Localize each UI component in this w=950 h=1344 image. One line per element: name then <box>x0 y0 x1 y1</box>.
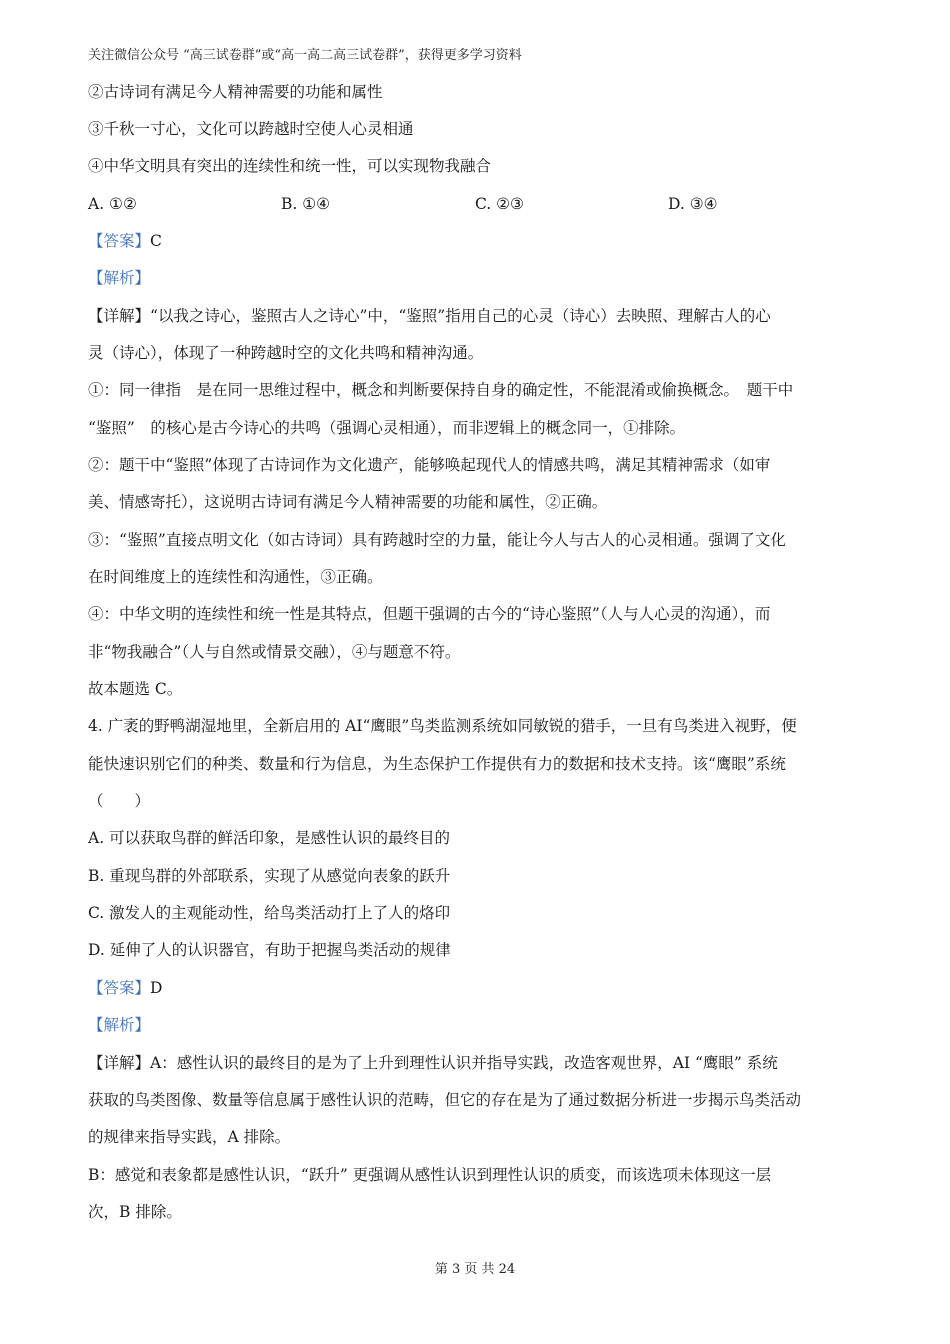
question-4-blank: （ ） <box>88 792 151 810</box>
q4-answer-tag: 【答案】 <box>88 979 151 997</box>
q4-detail-line <box>88 1051 868 1075</box>
detail-text: “以我之诗心，鉴照古人之诗心”中，“鉴照”指用自己的心灵（诗心）去映照、理解古人的心 <box>150 307 771 325</box>
answer-value: C <box>150 232 162 250</box>
analysis-heading <box>88 266 868 290</box>
q4-answer-value: D <box>150 979 163 997</box>
q4-detail-line: B：感觉和表象都是感性认识，“跃升” 更强调从感性认识到理性认识的质变，而该选项未体现这一层 <box>88 1166 772 1184</box>
q4-detail-text: A：感性认识的最终目的是为了上升到理性认识并指导实践，改造客观世界，AI “鹰眼” 系统 <box>150 1054 778 1072</box>
detail-tag: 【详解】 <box>88 307 151 325</box>
detail-line: ①：同一律指 是在同一思维过程中，概念和判断要保持自身的确定性，不能混淆或偷换概念。 题干中 <box>88 381 794 399</box>
conclusion-line: 故本题选 C。 <box>88 680 183 698</box>
detail-line: 在时间维度上的连续性和沟通性，③正确。 <box>88 568 383 586</box>
q4-option-c: C. 激发人的主观能动性，给鸟类活动打上了人的烙印 <box>88 904 451 922</box>
detail-line: ③：“鉴照”直接点明文化（如古诗词）具有跨越时空的力量，能让今人与古人的心灵相通。强调了文化 <box>88 531 786 549</box>
option-c: C. ②③ <box>475 195 524 213</box>
detail-line: ②：题干中“鉴照”体现了古诗词作为文化遗产，能够唤起现代人的情感共鸣，满足其精神需求（如审 <box>88 456 771 474</box>
detail-line: ④：中华文明的连续性和统一性是其特点，但题干强调的古今的“诗心鉴照”（人与人心灵的沟通），而 <box>88 605 771 623</box>
option-b: B. ①④ <box>281 195 331 213</box>
q4-analysis-tag: 【解析】 <box>88 1016 151 1034</box>
header-note: 关注微信公众号 “高三试卷群”或“高一高二高三试卷群”，获得更多学习资料 <box>88 48 522 63</box>
answer-line <box>88 229 868 253</box>
answer-tag: 【答案】 <box>88 232 151 250</box>
q4-option-d: D. 延伸了人的认识器官，有助于把握鸟类活动的规律 <box>88 941 451 959</box>
q4-detail-tag: 【详解】 <box>88 1054 151 1072</box>
option-a: A. ①② <box>88 195 137 213</box>
q4-option-b: B. 重现鸟群的外部联系，实现了从感觉向表象的跃升 <box>88 867 451 885</box>
analysis-tag: 【解析】 <box>88 269 151 287</box>
statement-3: ③千秋一寸心，文化可以跨越时空使人心灵相通 <box>88 120 414 138</box>
statement-2: ②古诗词有满足今人精神需要的功能和属性 <box>88 83 383 101</box>
question-4-stem: 能快速识别它们的种类、数量和行为信息，为生态保护工作提供有力的数据和技术支持。该“鹰眼”系统 <box>88 755 786 773</box>
detail-line: “鉴照” 的核心是古今诗心的共鸣（强调心灵相通），而非逻辑上的概念同一，①排除。 <box>88 419 686 437</box>
q4-analysis-heading <box>88 1013 868 1037</box>
statement-4: ④中华文明具有突出的连续性和统一性，可以实现物我融合 <box>88 157 492 175</box>
detail-line: 非“物我融合”（人与自然或情景交融），④与题意不符。 <box>88 643 461 661</box>
option-d: D. ③④ <box>668 195 718 213</box>
q4-option-a: A. 可以获取鸟群的鲜活印象，是感性认识的最终目的 <box>88 829 451 847</box>
q4-detail-line: 的规律来指导实践，A 排除。 <box>88 1128 291 1146</box>
q4-detail-line: 获取的鸟类图像、数量等信息属于感性认识的范畴，但它的存在是为了通过数据分析进一步揭示鸟类活动 <box>88 1091 802 1109</box>
question-4-stem: 4. 广袤的野鸭湖湿地里，全新启用的 AI“鹰眼”鸟类监测系统如同敏锐的猎手，一旦有鸟类进入视野，便 <box>88 717 797 735</box>
detail-line: 灵（诗心），体现了一种跨越时空的文化共鸣和精神沟通。 <box>88 344 484 362</box>
page-number: 第 3 页 共 24 <box>434 1262 516 1277</box>
detail-line: 美、情感寄托），这说明古诗词有满足今人精神需要的功能和属性，②正确。 <box>88 493 608 511</box>
detail-line <box>88 304 868 328</box>
q4-answer-line <box>88 976 868 1000</box>
q4-detail-line: 次，B 排除。 <box>88 1203 182 1221</box>
